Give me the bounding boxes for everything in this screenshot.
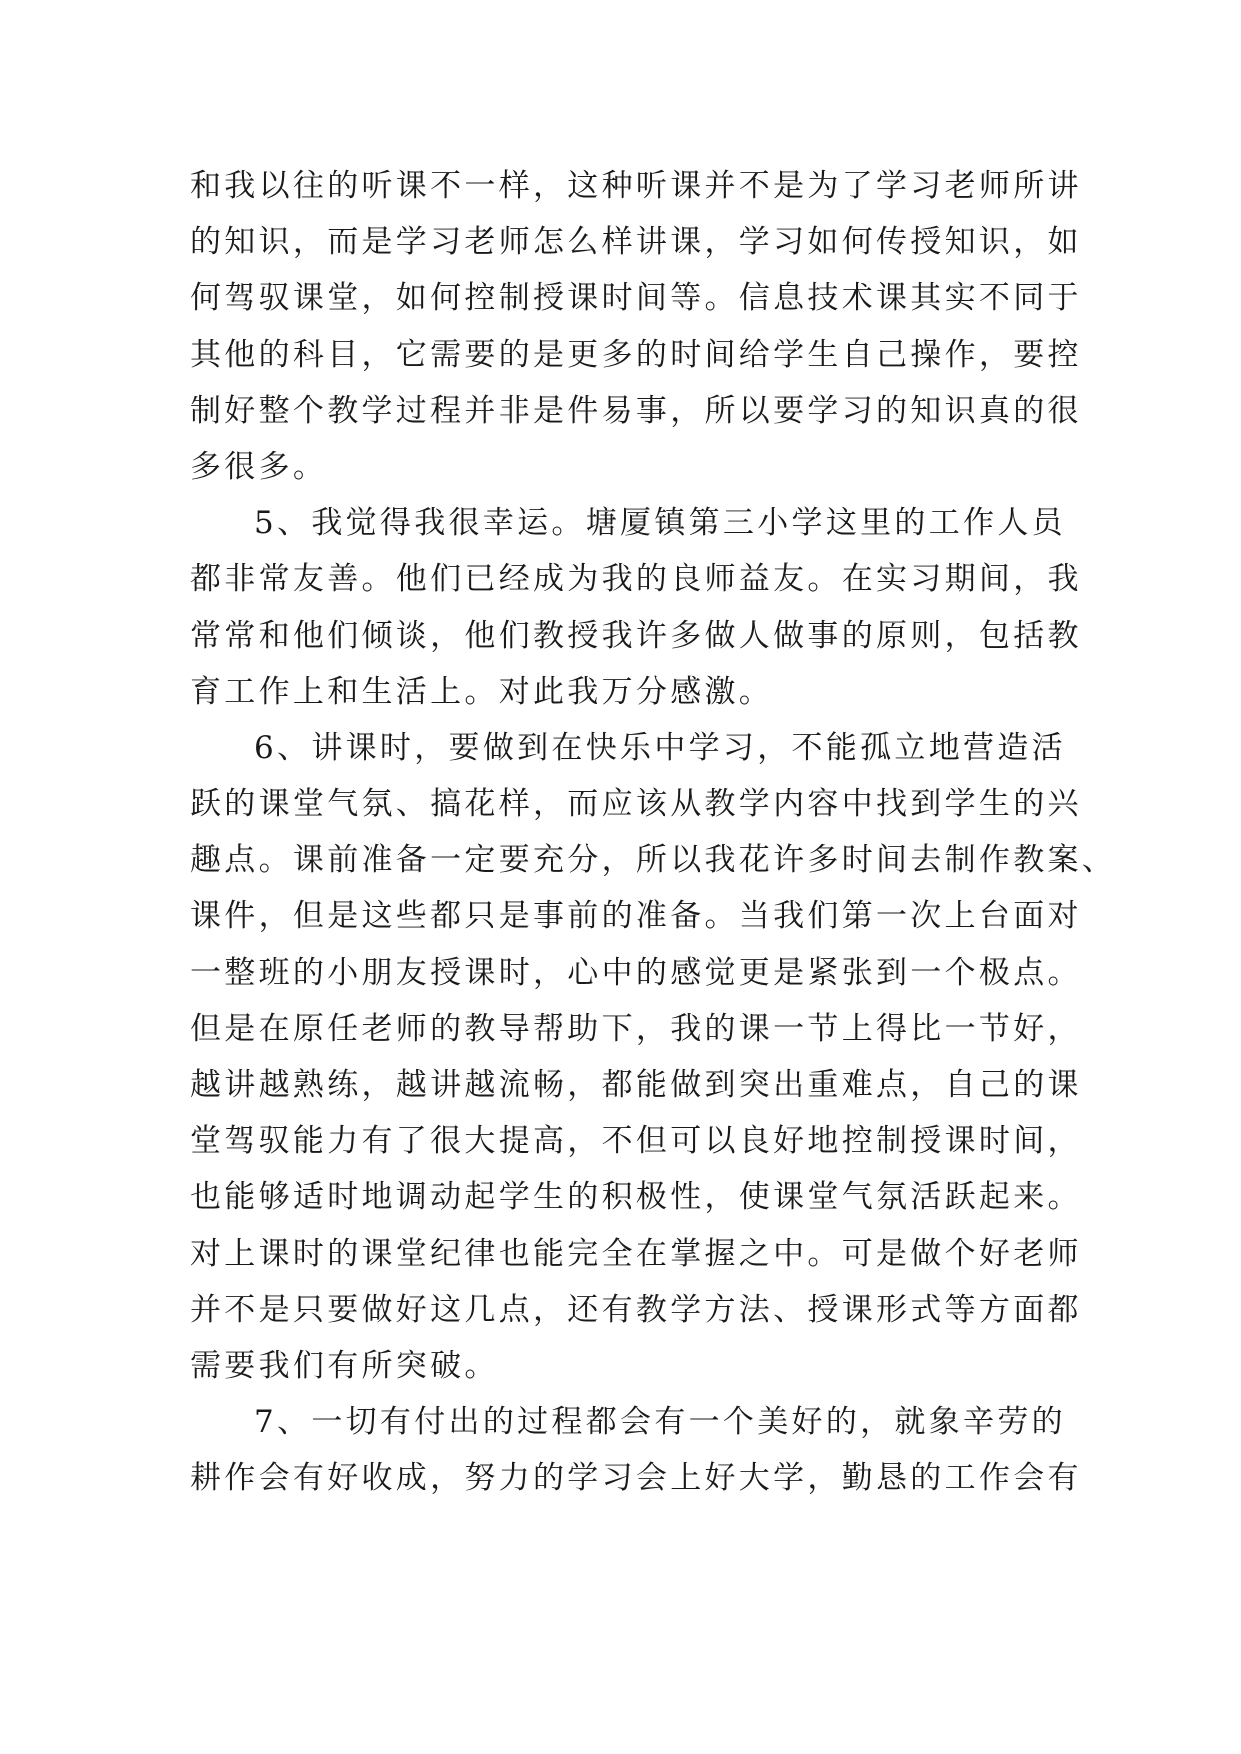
text-line: 需要我们有所突破。 [190, 1347, 499, 1384]
text-line: 制好整个教学过程并非是件易事，所以要学习的知识真的很 [190, 392, 1082, 429]
document-body [190, 158, 1117, 1507]
text-line: 常常和他们倾谈，他们教授我许多做人做事的原则，包括教 [190, 617, 1082, 654]
text-line: 趣点。课前准备一定要充分，所以我花许多时间去制作教案、 [190, 842, 1117, 879]
text-line: 和我以往的听课不一样，这种听课并不是为了学习老师所讲 [190, 168, 1082, 204]
text-line: 跃的课堂气氛、搞花样，而应该从教学内容中找到学生的兴 [190, 786, 1082, 823]
text-line: 育工作上和生活上。对此我万分感激。 [190, 673, 774, 710]
text-line: 其他的科目，它需要的是更多的时间给学生自己操作，要控 [190, 336, 1082, 373]
text-line: 也能够适时地调动起学生的积极性，使课堂气氛活跃起来。 [190, 1179, 1082, 1216]
text-line: 多很多。 [190, 448, 328, 485]
text-line: 耕作会有好收成，努力的学习会上好大学，勤恳的工作会有 [190, 1460, 1082, 1497]
text-line: 但是在原任老师的教导帮助下，我的课一节上得比一节好， [190, 1010, 1082, 1047]
text-line: 对上课时的课堂纪律也能完全在掌握之中。可是做个好老师 [190, 1235, 1082, 1272]
text-line: 堂驾驭能力有了很大提高，不但可以良好地控制授课时间， [190, 1123, 1082, 1160]
text-line: 都非常友善。他们已经成为我的良师益友。在实习期间，我 [190, 561, 1082, 598]
text-line: 越讲越熟练，越讲越流畅，都能做到突出重难点，自己的课 [190, 1067, 1082, 1103]
text-line: 一整班的小朋友授课时，心中的感觉更是紧张到一个极点。 [190, 954, 1082, 991]
paragraph-first-line: 6、讲课时，要做到在快乐中学习，不能孤立地营造活 [254, 729, 1066, 766]
paragraph-first-line: 5、我觉得我很幸运。塘厦镇第三小学这里的工作人员 [254, 505, 1066, 542]
text-line: 何驾驭课堂，如何控制授课时间等。信息技术课其实不同于 [190, 280, 1082, 317]
text-line: 的知识，而是学习老师怎么样讲课，学习如何传授知识，如 [190, 224, 1082, 261]
text-line: 并不是只要做好这几点，还有教学方法、授课形式等方面都 [190, 1291, 1082, 1328]
text-line: 课件，但是这些都只是事前的准备。当我们第一次上台面对 [190, 898, 1082, 935]
paragraph-first-line: 7、一切有付出的过程都会有一个美好的，就象辛劳的 [254, 1404, 1066, 1441]
